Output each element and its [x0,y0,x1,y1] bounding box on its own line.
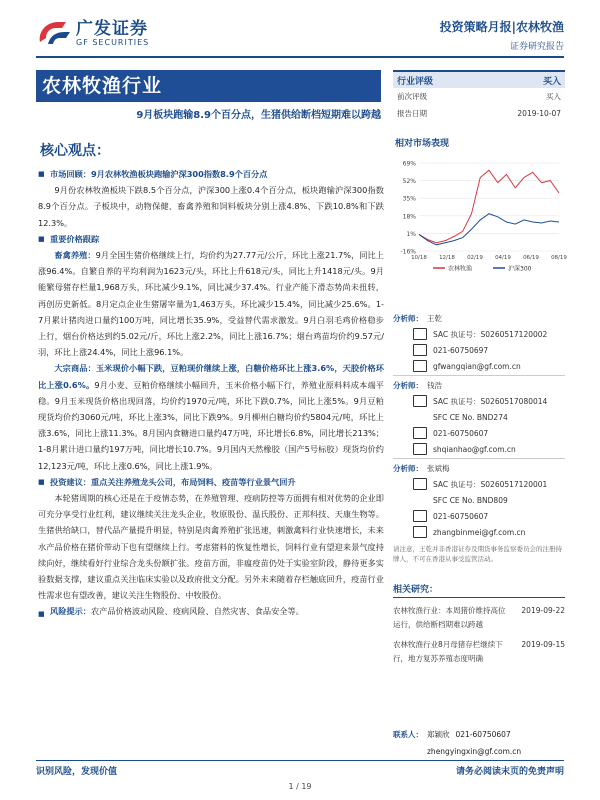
livestock-heading: 畜禽养殖： [54,250,96,261]
related-date: 2019-09-22 [521,606,565,615]
analyst-3-sac-row [393,476,565,492]
logo-en-text: GF SECURITIES [76,37,150,47]
blank-icon-slot [413,411,427,423]
report-header [440,18,564,52]
relative-performance-chart [393,155,565,275]
id-card-icon [413,395,427,407]
market-review-heading: ■ 市场回顾：9月农林牧渔板块跑输沪深300指数8.9个百分点 [38,166,384,182]
main-body [38,166,384,620]
analyst-label: 分析师： [393,313,423,323]
analyst-phone: 021-60750607 [433,511,489,521]
y-tick-label: 69% [402,160,416,168]
contact-label: 联系人： [393,730,423,739]
company-logo [36,18,149,48]
contact-phone: 021-60750607 [455,730,511,739]
prev-rating-label: 前次评级 [397,92,427,101]
series-line [419,170,559,242]
rating-label: 行业评级 [397,76,434,87]
y-tick-label: 52% [402,178,416,186]
email-icon [413,443,427,455]
related-research [393,582,565,666]
analyst-disclaimer: 请注意，王乾并非香港证券及期货事务监察委员会的注册持牌人，不可在香港从事受监管活动。 [393,545,562,563]
risk-warning-heading: ■ 风险提示： [38,606,91,616]
core-views-heading: 核心观点： [40,143,110,159]
email-icon [413,526,427,538]
rating-bar [393,70,565,88]
analyst-name: 张斌梅 [427,463,450,473]
analyst-3-name-row [393,460,565,476]
y-tick-label: -16% [400,248,416,256]
analyst-sfc: SFC CE No. BND809 [433,495,508,505]
id-card-icon [413,478,427,490]
y-tick-label: 35% [402,195,416,203]
analyst-phone: 021-60750607 [433,428,489,438]
commodities-text: 9月小麦、豆粕价格继续小幅回升，玉米价格小幅下行，养殖业原料料成本端平稳。9月玉米现货价格出现回落，均价约1970元/吨，环比下跌0.7%，同比上涨5%。9月豆粕现货均价约3060元/吨，环比上涨3%，同比下跌9%。9月柳州白糖均价约5804元/吨，环比上涨3.6%，同比上涨11.3%。8月国内食糖进口量约47万吨，环比增长6.8%，同比增长213%；1-8月累计进口量约197万吨，同比增长10.7%。9月国内天然橡胶（国产5号标胶）现货均价约12,123元/吨，环比上涨0.6%，同比上涨1.9%。 [38,379,384,471]
y-tick-label: 1% [406,230,416,238]
analyst-label: 分析师： [393,380,423,390]
report-date-row [393,105,565,122]
series-line [419,214,559,245]
related-title[interactable]: 农林牧渔行业：本周猪价维持高位运行，供给断档期难以跨越 [393,606,506,629]
livestock-paragraph [38,247,384,360]
divider [393,458,565,459]
analyst-2-phone-row [393,425,565,441]
analyst-3-email-row [393,524,565,540]
analyst-1-email-row [393,358,565,374]
contact-email-row [393,743,565,760]
analyst-2-name-row [393,377,565,393]
analyst-sac: SAC 执证号：S0260517120002 [433,329,548,339]
legend-label: 农林牧渔 [448,265,473,273]
related-item[interactable] [393,638,565,666]
analyst-sac: SAC 执证号：S0260517120001 [433,479,548,489]
blank-icon-slot [413,494,427,506]
prev-rating-value: 买入 [546,92,561,101]
report-date-label: 报告日期 [397,109,427,118]
sector-title: 农林牧渔行业 [36,70,381,102]
x-tick-label: 04/19 [495,255,511,261]
analyst-sfc: SFC CE No. BND274 [433,412,508,422]
analyst-1-name-row [393,310,565,326]
price-tracking-heading: ■ 重要价格跟踪 [38,231,384,247]
analyst-3-sfc-row [393,492,565,508]
y-tick-label: 18% [402,213,416,221]
x-tick-label: 08/19 [551,255,567,261]
footer-divider [36,760,564,761]
rating-value: 买入 [542,76,561,87]
x-tick-label: 02/19 [467,255,483,261]
investment-advice-paragraph: 本轮猪周期的核心还是在于疫情态势，在养殖管理、疫病防控等方面拥有相对优势的企业即可充分享受行业红利，建议继续关注龙头企业，牧原股份、温氏股份、正邦科技、天康生物等。生猪供给缺口，替代品产量提升明显，特别是肉禽养殖扩张迅速，刺激禽料行业快速增长，未来水产品价格在猪价带动下也有望继续上行。考虑猪料的恢复性增长，饲料行业有望迎来景气度持续向好，继续看好行业综合龙头份额扩张。疫苗方面，非瘟疫苗仍处于实验室阶段，静待更多实验数据支撑，建议重点关注临床实验以及政府批文分配。另外未来随着存栏触底回升，疫苗行业性需求也有望改善，建议关注生物股份、中牧股份。 [38,493,384,601]
related-item[interactable] [393,604,565,632]
risk-warning-text: 农产品价格波动风险、疫病风险、自然灾害、食品安全等。 [90,606,304,617]
chart-title: 相对市场表现 [395,139,450,149]
footer-slogan: 识别风险，发现价值 [36,767,118,777]
analyst-name: 钱浩 [427,380,442,390]
risk-warning [38,603,384,619]
logo-cn-text: 广发证券 [76,18,148,39]
x-tick-label: 06/19 [523,255,539,261]
related-heading: 相关研究： [393,582,565,598]
contact-email[interactable]: zhengyingxin@gf.com.cn [427,747,522,756]
commodities-heading: 大宗商品：玉米现价小幅下跌，豆粕现价继续上涨，白糖价格环比上涨3.6%，天胶价格环比上涨0.6%。 [38,363,384,390]
analyst-email[interactable]: zhangbinmei@gf.com.cn [433,527,526,537]
page-number: 1 / 19 [288,782,312,791]
prev-rating-row [393,88,565,105]
analyst-3-phone-row [393,508,565,524]
analyst-2-sfc-row [393,409,565,425]
phone-icon [413,344,427,356]
livestock-text: 9月全国生猪价格继续上行，均价约为27.77元/公斤，环比上涨21.7%，同比上涨96.4%。自繁自养的平均利润为1623元/头，环比上升618元/头，同比上升1418元/头。9月能繁母猪存栏量1,968万头，环比减少9.1%，同比减少37.4%。行业产能下滑态势尚未扭转，再创历史新低。8月定点企业生猪屠宰量为1,463万头，环比减少15.4%，同比减少25.6%。1-7月累计猪肉进口量约100万吨，同比增长35.9%，受益替代需求激发。9月白羽毛鸡价格稳步上行，烟台价格达到约5.02元/斤，环比上涨2.2%，同比上涨16.7%；烟台鸡苗均价约9.57元/羽，环比上涨24.4%，同比上涨96.1%。 [38,250,384,358]
commodities-paragraph [38,360,384,473]
investment-advice-heading: ■ 投资建议：重点关注养殖龙头公司，布局饲料、疫苗等行业景气回升 [38,474,384,490]
analyst-1-sac-row [393,326,565,342]
contact-name: 郑颖欣 [427,730,450,739]
analyst-email[interactable]: shqianhao@gf.com.cn [433,444,516,454]
analyst-2-sac-row [393,393,565,409]
header-divider [36,56,564,58]
analyst-1-phone-row [393,342,565,358]
analyst-name: 王乾 [427,313,442,323]
analyst-label: 分析师： [393,463,423,473]
phone-icon [413,427,427,439]
report-subtitle: 9月板块跑输8.9个百分点，生猪供给断档短期难以跨越 [136,110,381,121]
market-review-paragraph: 9月份农林牧渔板块下跌8.5个百分点，沪深300上涨0.4个百分点，板块跑输沪深300指数8.9个百分点。子板块中，动物保健、畜禽养殖和饲料板块分别上涨4.8%、下跌10.8%和下跌12.3%。 [38,185,384,228]
performance-chart-svg [393,155,565,275]
analyst-phone: 021-60750697 [433,345,489,355]
analyst-email[interactable]: gfwangqian@gf.com.cn [433,361,521,371]
analyst-2-email-row [393,441,565,457]
report-type: 投资策略月报|农林牧渔 [439,20,564,34]
email-icon [413,360,427,372]
related-date: 2019-09-15 [521,640,565,649]
contact-panel [393,726,565,760]
report-subtype: 证券研究报告 [509,42,564,52]
phone-icon [413,510,427,522]
legend-label: 沪深300 [508,265,532,273]
analysts-panel [393,310,565,564]
x-tick-label: 12/18 [439,255,455,261]
contact-row [393,726,565,743]
gf-logo-icon [36,18,72,48]
rating-panel [393,70,565,275]
divider [393,375,565,376]
x-tick-label: 10/18 [411,255,427,261]
analyst-sac: SAC 执证号：S0260517080014 [433,396,548,406]
report-date-value: 2019-10-07 [517,109,561,118]
related-title[interactable]: 农林牧渔行业8月母猪存栏继续下行，地方复苏养殖态度明确 [393,640,503,663]
id-card-icon [413,328,427,340]
footer-disclaimer-link[interactable]: 请务必阅读末页的免责声明 [455,767,564,777]
